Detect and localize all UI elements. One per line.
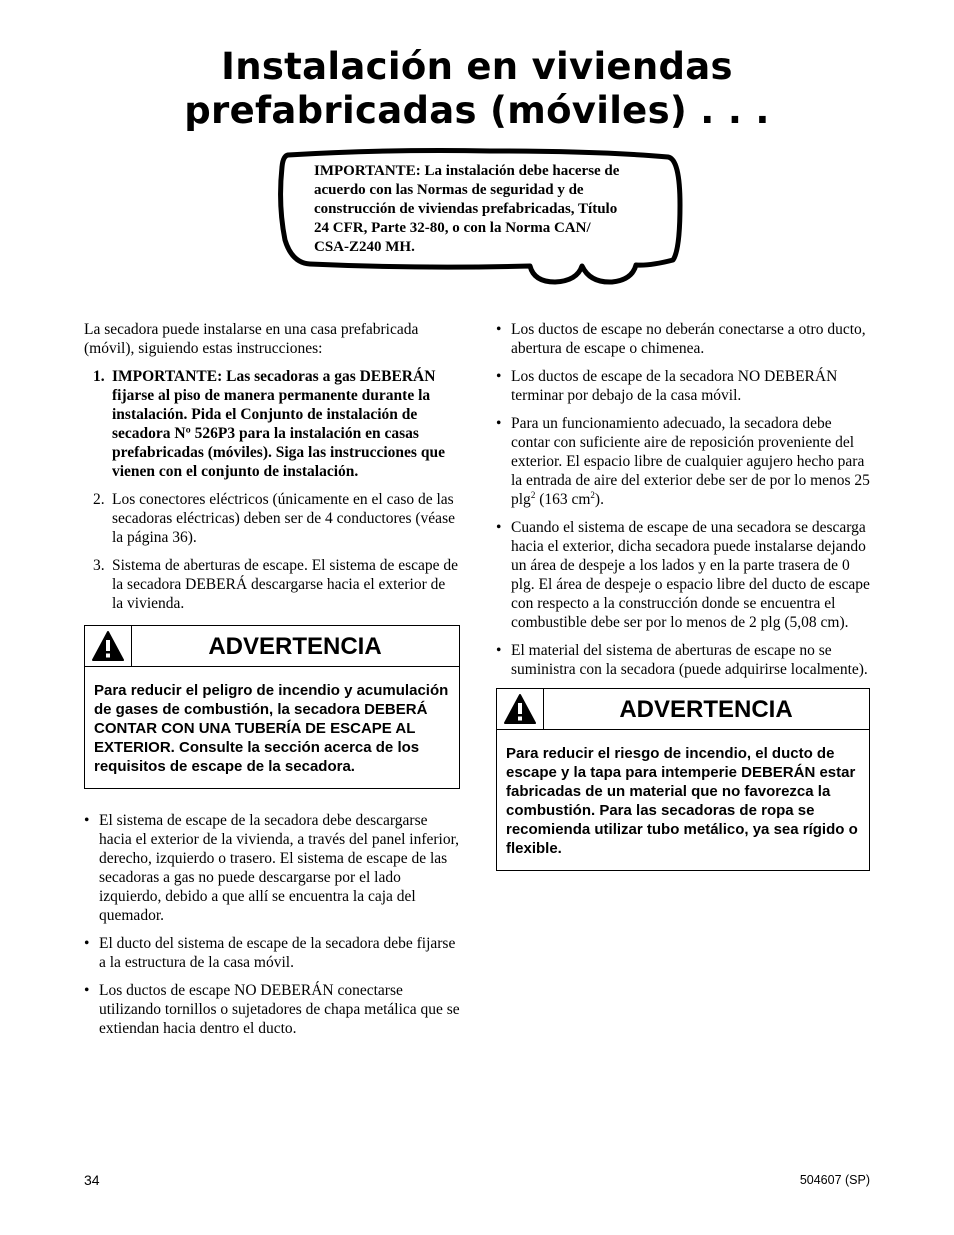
numbered-item-2 bbox=[84, 490, 460, 547]
list-item-text: Los ductos de escape NO DEBERÁN conectarse utilizando tornillos o sujetadores de chapa metálica que se extiendan hacia dentro el ducto. bbox=[99, 982, 460, 1037]
bullet: • bbox=[496, 368, 502, 385]
callout-line: IMPORTANTE: La instalación debe hacerse de bbox=[314, 163, 620, 179]
page-title bbox=[0, 45, 954, 133]
page-number: 34 bbox=[84, 1172, 100, 1188]
list-item bbox=[84, 811, 460, 925]
bullet: • bbox=[496, 321, 502, 338]
bullet: • bbox=[496, 642, 502, 659]
item-text: IMPORTANTE: Las secadoras a gas DEBERÁN fijarse al piso de manera permanente durante la instalación. Pida el Conjunto de instalación de secadora Nº 526P3 para la instalación en casas prefabricadas (móviles). Siga las instrucciones que vienen con el conjunto de instalación. bbox=[112, 368, 445, 480]
item-text: Los conectores eléctricos (únicamente en el caso de las secadoras eléctricas) deben ser de 4 conductores (véase la página 36). bbox=[112, 491, 455, 546]
item-number: 2. bbox=[93, 491, 105, 508]
warning-title: ADVERTENCIA bbox=[619, 696, 793, 723]
callout-line: 24 CFR, Parte 32-80, o con la Norma CAN/ bbox=[314, 220, 591, 236]
list-item-text bbox=[511, 415, 870, 508]
callout-line: acuerdo con las Normas de seguridad y de bbox=[314, 182, 584, 198]
list-item-text: El sistema de escape de la secadora debe descargarse hacia el exterior de la vivienda, a través del panel inferior, derecho, izquierdo o trasero. El sistema de escape de las secadoras a gas no puede descargarse por el lado izquierdo, debido a que allí se encuentra la caja del quemador. bbox=[99, 812, 460, 924]
list-item bbox=[496, 367, 870, 405]
bullet: • bbox=[84, 812, 90, 829]
item-number: 1. bbox=[93, 368, 105, 385]
air-text-middle: (163 cm bbox=[535, 491, 591, 508]
list-item-text: El ducto del sistema de escape de la secadora debe fijarse a la estructura de la casa móvil. bbox=[99, 935, 456, 971]
item-text: Sistema de aberturas de escape. El sistema de escape de la secadora DEBERÁ descargarse hacia el exterior de la vivienda. bbox=[112, 557, 459, 612]
item-number: 3. bbox=[93, 557, 105, 574]
warning-icon-cell bbox=[497, 689, 544, 729]
list-item bbox=[84, 981, 460, 1038]
left-column bbox=[84, 320, 460, 1047]
numbered-item-1 bbox=[84, 367, 460, 481]
warning-body: Para reducir el peligro de incendio y acumulación de gases de combustión, la secadora DEBERÁ CONTAR CON UNA TUBERÍA DE ESCAPE AL EXTERIOR. Consulte la sección acerca de los requisitos de escape de la secadora. bbox=[94, 682, 449, 775]
list-item bbox=[496, 641, 870, 679]
warning-header bbox=[497, 689, 869, 730]
bullet: • bbox=[84, 935, 90, 952]
callout-important-note bbox=[314, 162, 664, 257]
bullet: • bbox=[496, 519, 502, 536]
warning-box-left bbox=[84, 625, 460, 789]
page-title-line-2: prefabricadas (móviles) . . . bbox=[184, 89, 770, 132]
document-code: 504607 (SP) bbox=[799, 1173, 870, 1187]
list-item-text: Cuando el sistema de escape de una secadora se descarga hacia el exterior, dicha secadora puede instalarse dejando un área de despeje a los lados y en la parte trasera de 0 plg. El área de despeje o espacio libre del ducto de escape con respecto a la construcción donde se encuentra el combustible debe ser por lo menos de 2 plg (5,08 cm). bbox=[511, 519, 870, 631]
page-title-line-1: Instalación en viviendas bbox=[221, 45, 733, 88]
air-text: Para un funcionamiento adecuado, la secadora debe contar con suficiente aire de reposición proveniente del exterior. El espacio libre de cualquier agujero hecho para la entrada de aire del exterior debe ser de por lo menos 25 plg bbox=[511, 415, 870, 508]
warning-icon-cell bbox=[85, 626, 132, 666]
list-item bbox=[84, 934, 460, 972]
warning-triangle-icon bbox=[503, 693, 537, 725]
callout-line: CSA-Z240 MH. bbox=[314, 239, 415, 255]
air-text-end: ). bbox=[594, 491, 604, 508]
superscript: 2 bbox=[530, 489, 536, 500]
warning-triangle-icon bbox=[91, 630, 125, 662]
list-item bbox=[496, 320, 870, 358]
list-item-text: Los ductos de escape no deberán conectarse a otro ducto, abertura de escape o chimenea. bbox=[511, 321, 866, 357]
bullet: • bbox=[496, 415, 502, 432]
warning-title: ADVERTENCIA bbox=[208, 633, 382, 660]
warning-box-right bbox=[496, 688, 870, 871]
list-item-text: El material del sistema de aberturas de escape no se suministra con la secadora (puede adquirirse localmente). bbox=[511, 642, 868, 678]
list-item bbox=[496, 518, 870, 632]
warning-header bbox=[85, 626, 459, 667]
warning-body: Para reducir el riesgo de incendio, el ducto de escape y la tapa para intemperie DEBERÁN estar fabricadas de un material que no favorezca la combustión. Para las secadoras de ropa se recomienda utilizar tubo metálico, ya sea rígido o flexible. bbox=[506, 745, 858, 857]
callout-line: construcción de viviendas prefabricadas, Título bbox=[314, 201, 618, 217]
superscript: 2 bbox=[590, 489, 595, 500]
list-item-air-requirements bbox=[496, 414, 870, 509]
bullet: • bbox=[84, 982, 90, 999]
numbered-item-3 bbox=[84, 556, 460, 613]
list-item-text: Los ductos de escape de la secadora NO DEBERÁN terminar por debajo de la casa móvil. bbox=[511, 368, 838, 404]
right-column bbox=[496, 320, 870, 893]
intro-paragraph: La secadora puede instalarse en una casa prefabricada (móvil), siguiendo estas instrucciones: bbox=[84, 321, 419, 357]
